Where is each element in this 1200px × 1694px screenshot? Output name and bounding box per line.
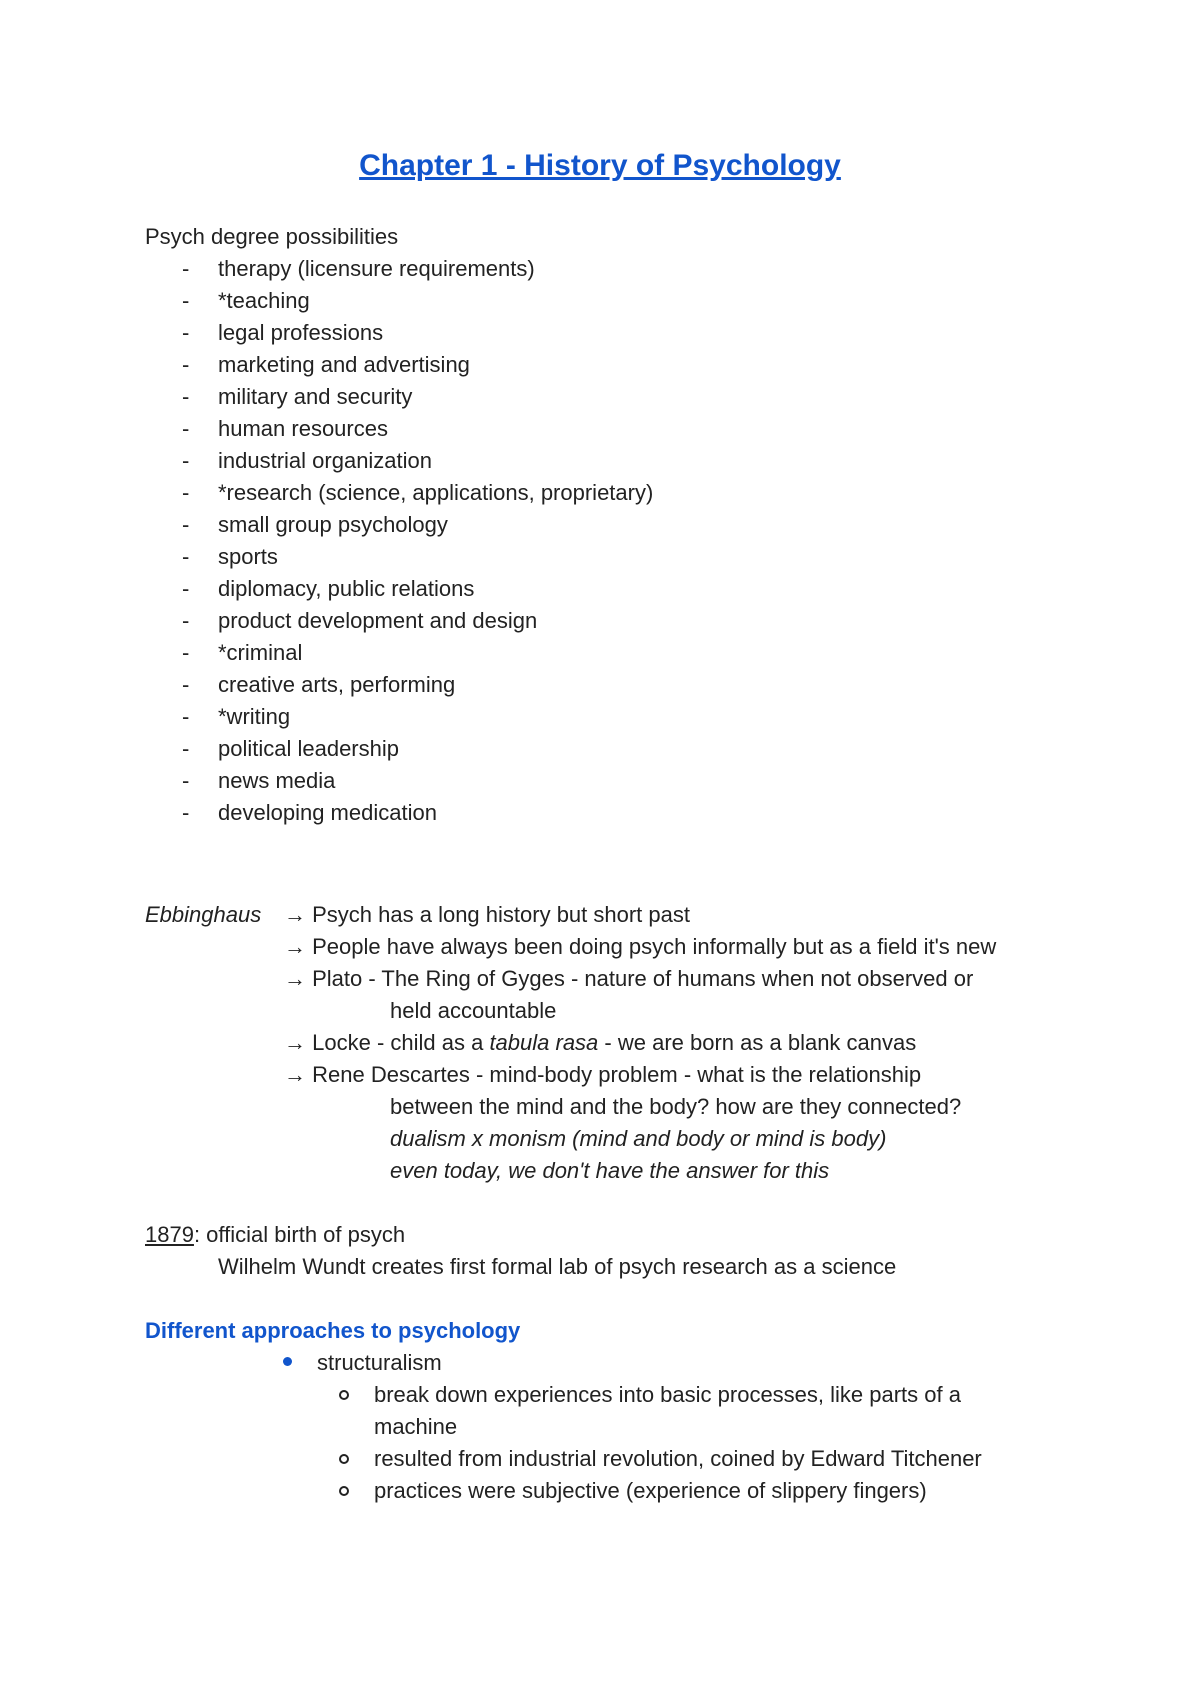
dash-bullet-icon: - <box>182 512 190 537</box>
list-item: sports <box>218 544 278 569</box>
dash-bullet-icon: - <box>182 704 190 729</box>
sub-point-2: resulted from industrial revolution, coined by Edward Titchener <box>374 1446 982 1471</box>
dash-bullet-icon: - <box>182 352 190 377</box>
dash-bullet-icon: - <box>182 256 190 281</box>
list-item: industrial organization <box>218 448 433 473</box>
note-line-3-continued: held accountable <box>390 998 557 1023</box>
note-line-1: → Psych has a long history but short past <box>284 902 690 927</box>
arrow-icon: → <box>284 1030 306 1055</box>
filled-bullet-icon <box>283 1357 292 1366</box>
sub-point-3: practices were subjective (experience of slippery fingers) <box>374 1478 927 1503</box>
dash-bullet-icon: - <box>182 320 190 345</box>
list-item: *teaching <box>218 288 310 313</box>
birth-year: 1879 <box>145 1222 194 1247</box>
ebbinghaus-label: Ebbinghaus <box>145 902 262 927</box>
hollow-bullet-icon <box>339 1390 349 1400</box>
list-item: small group psychology <box>218 512 448 537</box>
list-item: marketing and advertising <box>218 352 470 377</box>
list-item: creative arts, performing <box>218 672 456 697</box>
list-item: *research (science, applications, proprietary) <box>218 480 654 505</box>
hollow-bullet-icon <box>339 1486 349 1496</box>
note-line-2: → People have always been doing psych informally but as a field it's new <box>284 934 997 959</box>
list-item: *criminal <box>218 640 303 665</box>
note-line-5: → Rene Descartes - mind-body problem - what is the relationship <box>284 1062 922 1087</box>
page-title: Chapter 1 - History of Psychology <box>359 149 841 182</box>
list-item: human resources <box>218 416 388 441</box>
arrow-icon: → <box>284 1062 306 1087</box>
note-line-4: → Locke - child as a tabula rasa - we are born as a blank canvas <box>284 1030 917 1055</box>
dash-bullet-icon: - <box>182 800 190 825</box>
note-line-5-continued: between the mind and the body? how are they connected? <box>390 1094 962 1119</box>
arrow-icon: → <box>284 902 306 927</box>
list-item: military and security <box>218 384 413 409</box>
list-item: political leadership <box>218 736 399 761</box>
note-line-3: → Plato - The Ring of Gyges - nature of humans when not observed or <box>284 966 974 991</box>
birth-line: 1879: official birth of psych <box>145 1222 406 1247</box>
note-line-5-italic-2: even today, we don't have the answer for this <box>390 1158 830 1183</box>
dash-bullet-icon: - <box>182 288 190 313</box>
dash-bullet-icon: - <box>182 640 190 665</box>
dash-bullet-icon: - <box>182 480 190 505</box>
hollow-bullet-icon <box>339 1454 349 1464</box>
dash-bullet-icon: - <box>182 384 190 409</box>
birth-detail: Wilhelm Wundt creates first formal lab of psych research as a science <box>218 1254 897 1279</box>
arrow-icon: → <box>284 934 306 959</box>
list-item: legal professions <box>218 320 384 345</box>
list-item: therapy (licensure requirements) <box>218 256 535 281</box>
dash-bullet-icon: - <box>182 768 190 793</box>
dash-bullet-icon: - <box>182 672 190 697</box>
dash-bullet-icon: - <box>182 416 190 441</box>
list-item: *writing <box>218 704 291 729</box>
sub-point-1: break down experiences into basic processes, like parts of a <box>374 1382 961 1407</box>
list-item: developing medication <box>218 800 437 825</box>
dash-bullet-icon: - <box>182 448 190 473</box>
list-item: news media <box>218 768 336 793</box>
section-heading-approaches: Different approaches to psychology <box>145 1318 521 1343</box>
list-item: product development and design <box>218 608 538 633</box>
arrow-icon: → <box>284 966 306 991</box>
dash-bullet-icon: - <box>182 576 190 601</box>
section-heading-degrees: Psych degree possibilities <box>145 224 399 249</box>
note-line-5-italic-1: dualism x monism (mind and body or mind is body) <box>390 1126 887 1151</box>
dash-bullet-icon: - <box>182 608 190 633</box>
approach-structuralism: structuralism <box>317 1350 442 1375</box>
dash-bullet-icon: - <box>182 544 190 569</box>
sub-point-1-continued: machine <box>374 1414 458 1439</box>
list-item: diplomacy, public relations <box>218 576 475 601</box>
dash-bullet-icon: - <box>182 736 190 761</box>
